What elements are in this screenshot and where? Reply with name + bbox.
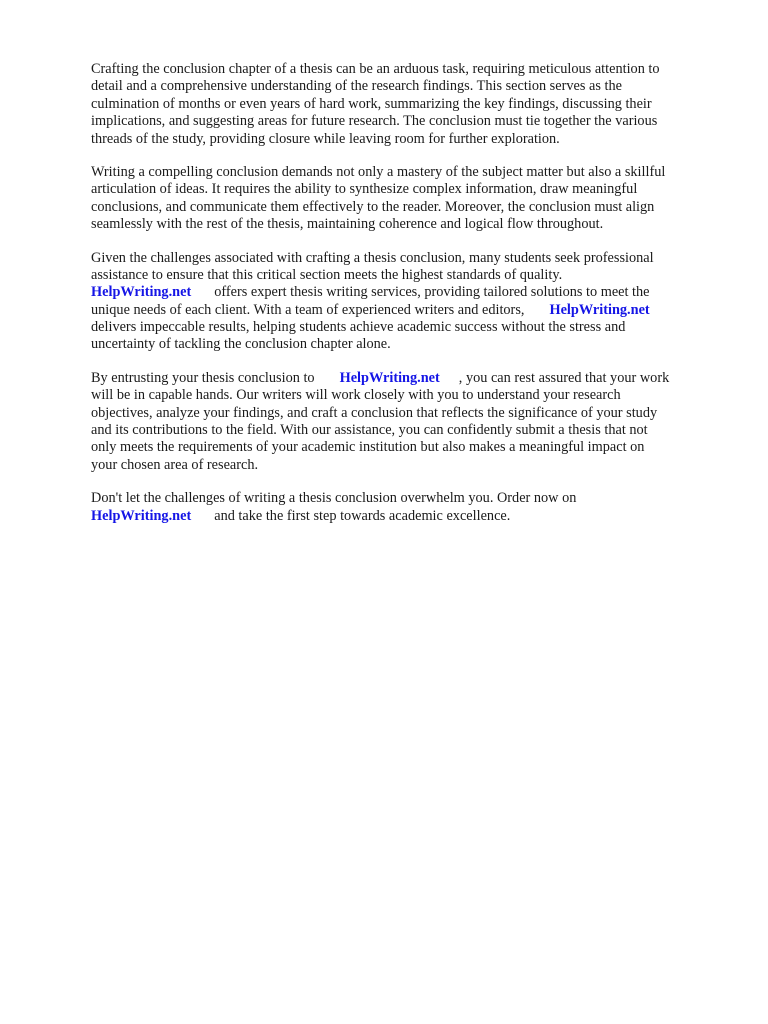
- document-body: [91, 61, 723, 541]
- helpwriting-link[interactable]: HelpWriting.net: [339, 369, 440, 386]
- text-line: implications, and suggesting areas for future research. The conclusion must tie together the various: [91, 113, 658, 130]
- text-segment: By entrusting your thesis conclusion to: [91, 369, 315, 386]
- paragraph-challenges: [91, 250, 723, 354]
- text-line: Don't let the challenges of writing a thesis conclusion overwhelm you. Order now on: [91, 490, 577, 507]
- text-segment: offers expert thesis writing services, providing tailored solutions to meet the: [214, 284, 650, 301]
- text-line: Crafting the conclusion chapter of a thesis can be an arduous task, requiring meticulous attention to: [91, 61, 660, 77]
- helpwriting-link[interactable]: HelpWriting.net: [549, 301, 650, 318]
- text-line: culmination of months or even years of hard work, summarizing the key findings, discussing their: [91, 95, 652, 112]
- text-line: [91, 302, 723, 319]
- text-line: uncertainty of tackling the conclusion chapter alone.: [91, 336, 391, 353]
- text-line: assistance to ensure that this critical section meets the highest standards of quality.: [91, 266, 563, 283]
- text-line: only meets the requirements of your academic institution but also makes a meaningful impact on: [91, 439, 645, 456]
- paragraph-cta: [91, 490, 723, 525]
- paragraph-entrusting: [91, 370, 723, 474]
- text-line: objectives, analyze your findings, and craft a conclusion that reflects the significance of your study: [91, 404, 658, 421]
- text-line: [91, 284, 723, 301]
- text-line: delivers impeccable results, helping students achieve academic success without the stress and: [91, 319, 626, 336]
- text-segment: , you can rest assured that your work: [458, 369, 670, 386]
- text-line: your chosen area of research.: [91, 456, 259, 473]
- text-segment: unique needs of each client. With a team of experienced writers and editors,: [91, 301, 525, 318]
- text-line: seamlessly with the rest of the thesis, maintaining coherence and logical flow throughout.: [91, 216, 604, 233]
- text-line: detail and a comprehensive understanding of the research findings. This section serves as the: [91, 78, 622, 95]
- paragraph-writing: [91, 164, 723, 234]
- text-line: and its contributions to the field. With our assistance, you can confidently submit a thesis that not: [91, 422, 648, 439]
- text-line: conclusions, and communicate them effectively to the reader. Moreover, the conclusion must align: [91, 198, 655, 215]
- text-line: articulation of ideas. It requires the ability to synthesize complex information, draw meaningful: [91, 181, 638, 198]
- text-line: threads of the study, providing closure while leaving room for further exploration.: [91, 130, 560, 147]
- paragraph-intro: [91, 61, 723, 148]
- helpwriting-link[interactable]: HelpWriting.net: [91, 507, 192, 524]
- text-line: Given the challenges associated with crafting a thesis conclusion, many students seek professional: [91, 249, 654, 266]
- helpwriting-link[interactable]: HelpWriting.net: [91, 284, 192, 301]
- text-line: will be in capable hands. Our writers will work closely with you to understand your research: [91, 387, 621, 404]
- text-line: Writing a compelling conclusion demands not only a mastery of the subject matter but also a skillful: [91, 163, 666, 180]
- text-segment: and take the first step towards academic excellence.: [214, 507, 511, 524]
- text-line: [91, 508, 723, 525]
- text-line: [91, 370, 723, 387]
